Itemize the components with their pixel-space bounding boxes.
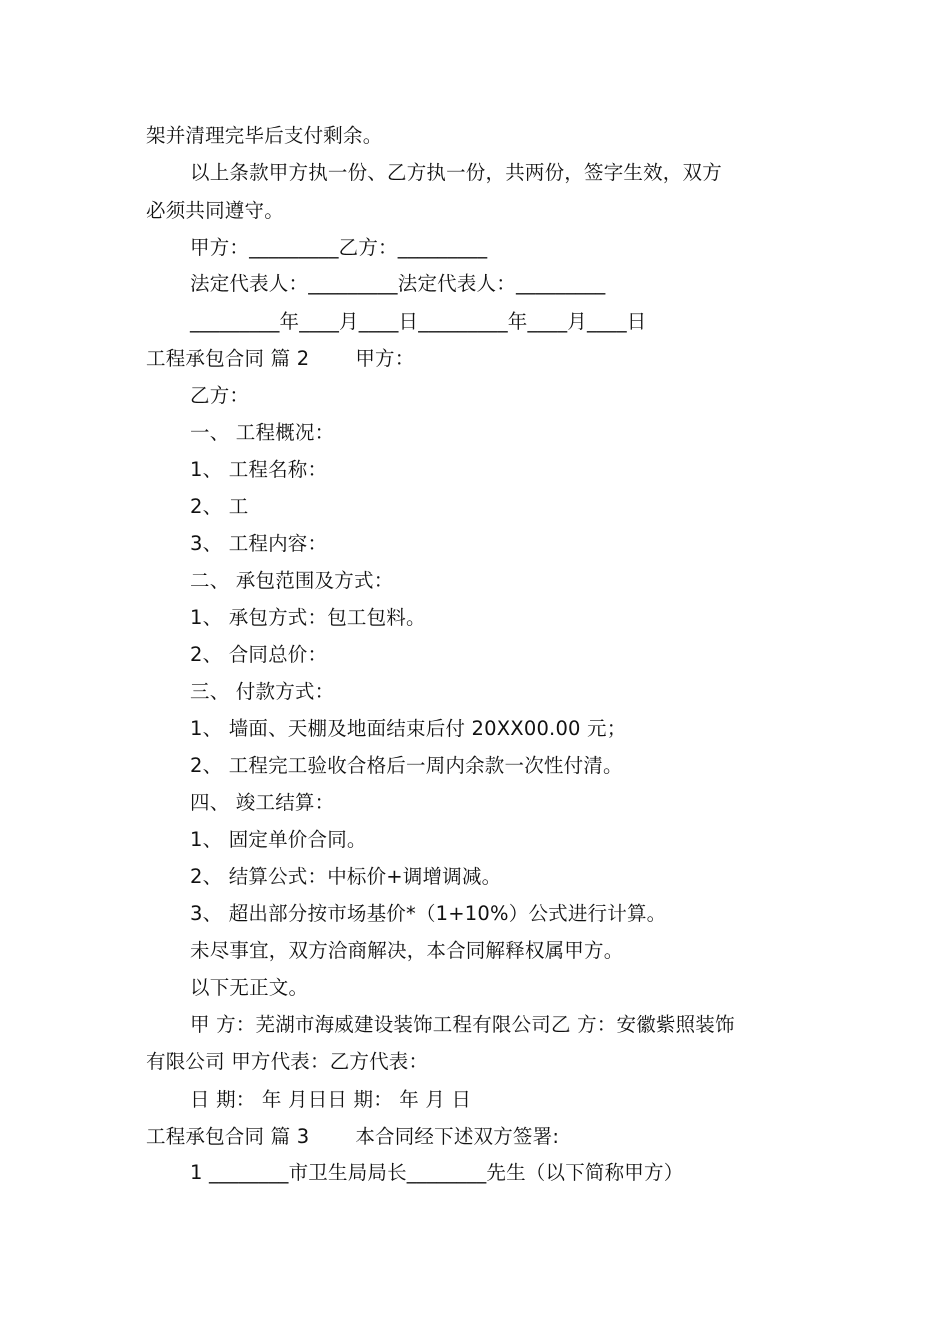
text-line: 1 ________市卫生局局长________先生（以下简称甲方） bbox=[190, 1161, 684, 1184]
clause-heading: 四、 竣工结算： bbox=[190, 791, 335, 814]
clause-heading: 一、 工程概况： bbox=[190, 421, 335, 444]
clause-item: 1、 工程名称： bbox=[190, 458, 328, 481]
text-line: 以上条款甲方执一份、乙方执一份，共两份，签字生效，双方 bbox=[190, 161, 722, 184]
parties-line: 甲 方：芜湖市海威建设装饰工程有限公司乙 方：安徽紫照装饰 bbox=[190, 1013, 735, 1036]
text-line: 乙方： bbox=[190, 384, 250, 407]
clause-item: 2、 工 bbox=[190, 495, 249, 518]
clause-item: 3、 工程内容： bbox=[190, 532, 328, 555]
party-a-label: 甲方： bbox=[355, 347, 415, 370]
text-line: 架并清理完毕后支付剩余。 bbox=[146, 124, 383, 147]
clause-item: 1、 承包方式：包工包料。 bbox=[190, 606, 426, 629]
clause-item: 2、 工程完工验收合格后一周内余款一次性付清。 bbox=[190, 754, 623, 777]
signature-line-dates: _________年____月____日_________年____月____日 bbox=[190, 310, 647, 333]
parties-line-cont: 有限公司 甲方代表：乙方代表： bbox=[146, 1050, 429, 1073]
clause-item: 2、 结算公式：中标价+调增调减。 bbox=[190, 865, 502, 888]
clause-item: 1、 固定单价合同。 bbox=[190, 828, 367, 851]
text-line: 必须共同遵守。 bbox=[146, 199, 284, 222]
clause-item: 2、 合同总价： bbox=[190, 643, 328, 666]
section-title: 工程承包合同 篇 3 bbox=[146, 1125, 310, 1148]
signature-line-parties: 甲方：_________乙方：_________ bbox=[190, 236, 488, 259]
section-heading-2 bbox=[146, 346, 414, 372]
section-intro: 本合同经下述双方签署: bbox=[355, 1125, 560, 1148]
clause-item: 1、 墙面、天棚及地面结束后付 20XX00.00 元； bbox=[190, 717, 627, 740]
clause-heading: 二、 承包范围及方式： bbox=[190, 569, 394, 592]
text-line: 未尽事宜，双方洽商解决，本合同解释权属甲方。 bbox=[190, 939, 624, 962]
section-title: 工程承包合同 篇 2 bbox=[146, 347, 310, 370]
clause-item: 3、 超出部分按市场基价*（1+10%）公式进行计算。 bbox=[190, 902, 667, 925]
signature-line-representatives: 法定代表人：_________法定代表人：_________ bbox=[190, 272, 606, 295]
section-heading-3 bbox=[146, 1124, 559, 1150]
text-line: 以下无正文。 bbox=[190, 976, 309, 999]
clause-heading: 三、 付款方式： bbox=[190, 680, 335, 703]
date-line: 日 期： 年 月日日 期： 年 月 日 bbox=[190, 1088, 472, 1111]
